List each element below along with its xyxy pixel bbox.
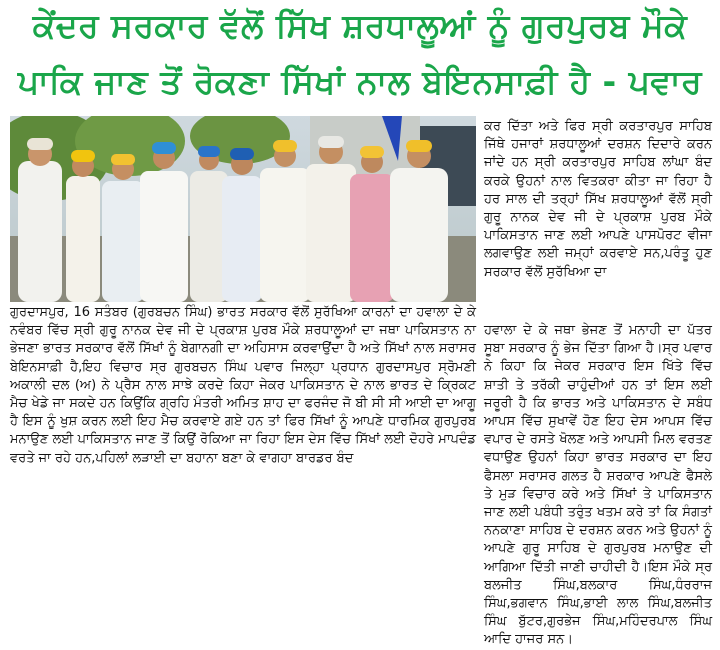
news-photo xyxy=(10,116,476,302)
headline-line-1: ਕੇਂਦਰ ਸਰਕਾਰ ਵੱਲੋਂ ਸਿੱਖ ਸ਼ਰਧਾਲੂਆਂ ਨੂੰ ਗੁਰਪੁਰਬ ਮੌਕੇ xyxy=(32,6,688,45)
headline-line-2: ਪਾਕਿ ਜਾਣ ਤੋਂ ਰੋਕਣਾ ਸਿੱਖਾਂ ਨਾਲ ਬੇਇਨਸਾਫ਼ੀ ਹੈ - ਪਵਾਰ xyxy=(17,62,703,101)
article-lead-paragraph: ਗੁਰਦਾਸਪੁਰ, 16 ਸਤੰਬਰ (ਗੁਰਬਚਨ ਸਿੰਘ) ਭਾਰਤ ਸਰਕਾਰ ਵੱਲੋਂ ਸੁਰੱਖਿਆ ਕਾਰਨਾਂ ਦਾ ਹਵਾਲਾ ਦੇ ਕੇ ਨਵੰਬਰ ਵਿੱਚ ਸ੍ਰੀ ਗੁਰੂ ਨਾਨਕ ਦੇਵ ਜੀ ਦੇ ਪ੍ਰਕਾਸ਼ ਪੁਰਬ ਮੌਕੇ ਸ਼ਰਧਾਲੂਆਂ ਦਾ ਜਥਾ ਪਾਕਿਸਤਾਨ ਨਾ ਭੇਜਣਾ ਭਾਰਤ ਸਰਕਾਰ ਵੱਲੋਂ ਸਿੱਖਾਂ ਨੂੰ ਬੇਗਾਨਗੀ ਦਾ ਅਹਿਸਾਸ ਕਰਵਾਉਂਦਾ ਹੈ ਅਤੇ ਸਿੱਖਾਂ ਨਾਲ ਸਰਾਸਰ ਬੇਇਨਸਾਫ਼ੀ ਹੈ,ਇਹ ਵਿਚਾਰ ਸ੍ਰ ਗੁਰਬਚਨ ਸਿੰਘ ਪਵਾਰ ਜਿਲ੍ਹਾ ਪ੍ਰਧਾਨ ਗੁਰਦਾਸਪੁਰ ਸ੍ਰੋਮਣੀ ਅਕਾਲੀ ਦਲ (ਅ) ਨੇ ਪ੍ਰੈਸ ਨਾਲ ਸਾਝੇ ਕਰਦੇ ਕਿਹਾ ਜੇਕਰ ਪਾਕਿਸਤਾਨ ਦੇ ਨਾਲ ਭਾਰਤ ਦੇ ਕ੍ਰਿਕਟ ਮੈਚ ਖੇਡੇ ਜਾ ਸਕਦੇ ਹਨ ਕਿਉਂਕਿ ਗ੍ਰਹਿ ਮੰਤਰੀ ਅਮਿਤ ਸ਼ਾਹ ਦਾ ਫਰਜੰਦ ਜੋ ਬੀ ਸੀ ਸੀ ਆਈ ਦਾ ਆਗੂ ਹੈ ਇਸ ਨੂੰ ਖੁਸ਼ ਕਰਨ ਲਈ ਇਹ ਮੈਚ ਕਰਵਾਏ ਗਏ ਹਨ ਤਾਂ ਫਿਰ ਸਿੱਖਾਂ ਨੂੰ ਆਪਣੇ ਧਾਰਮਿਕ ਗੁਰਪੁਰਬ ਮਨਾਉਣ ਲਈ ਪਾਕਿਸਤਾਨ ਜਾਣ ਤੋਂ ਕਿਉਂ ਰੋਕਿਆ ਜਾ ਰਿਹਾ ਇਸ ਦੇਸ ਵਿੱਚ ਸਿੱਖਾਂ ਲਈ ਦੋਹਰੇ ਮਾਪਦੰਡ ਵਰਤੇ ਜਾ ਰਹੇ ਹਨ,ਪਹਿਲਾਂ ਲੜਾਈ ਦਾ ਬਹਾਨਾ ਬਣਾ ਕੇ ਵਾਗਹਾ ਬਾਰਡਰ ਬੰਦ xyxy=(10,305,476,466)
article-paragraph: ਹਵਾਲਾ ਦੇ ਕੇ ਜਥਾ ਭੇਜਣ ਤੋਂ ਮਨਾਹੀ ਦਾ ਪੱਤਰ ਸੂਬਾ ਸਰਕਾਰ ਨੂੰ ਭੇਜ ਦਿੱਤਾ ਗਿਆ ਹੈ।ਸ੍ਰ ਪਵਾਰ ਨੇ ਕਿਹਾ ਕਿ ਜੇਕਰ ਸਰਕਾਰ ਇਸ ਖਿੱਤੇ ਵਿੱਚ ਸ਼ਾਤੀ ਤੇ ਤਰੱਕੀ ਚਾਹੁੰਦੀਆਂ ਹਨ ਤਾਂ ਇਸ ਲਈ ਜਰੂਰੀ ਹੈ ਕਿ ਭਾਰਤ ਅਤੇ ਪਾਕਿਸਤਾਨ ਦੇ ਸਬੰਧ ਆਪਸ ਵਿੱਚ ਸੁਖਾਵੇਂ ਹੋਣ ਇਹ ਦੇਸ ਆਪਸ ਵਿੱਚ ਵਪਾਰ ਦੇ ਰਸਤੇ ਖੋਲਣ ਅਤੇ ਆਪਸੀ ਮਿਲ ਵਰਤਣ ਵਧਾਉਣ ਉਹਨਾਂ ਕਿਹਾ ਭਾਰਤ ਸਰਕਾਰ ਦਾ ਇਹ ਫੈਸਲਾ ਸਰਾਸਰ ਗਲਤ ਹੈ ਸ਼ਰਕਾਰ ਆਪਣੇ ਫੈਸਲੇ ਤੇ ਮੁੜ ਵਿਚਾਰ ਕਰੇ ਅਤੇ ਸਿੱਖਾਂ ਤੇ ਪਾਕਿਸਤਾਨ ਜਾਣ ਲਈ ਪਬੰਧੀ ਤਰੁੰਤ ਖਤਮ ਕਰੇ ਤਾਂ ਕਿ ਸੰਗਤਾਂ ਨਨਕਾਣਾ ਸਾਹਿਬ ਦੇ ਦਰਸ਼ਨ ਕਰਨ ਅਤੇ ਉਹਨਾਂ ਨੂੰ ਆਪਣੇ ਗੁਰੂ ਸਾਹਿਬ ਦੇ ਗੁਰਪੁਰਬ ਮਨਾਉਣ ਦੀ ਆਗਿਆ ਦਿੱਤੀ ਜਾਣੀ ਚਾਹੀਦੀ ਹੈ।ਇਸ ਮੌਕੇ ਸ੍ਰ ਬਲਜੀਤ ਸਿੰਘ,ਬਲਕਾਰ ਸਿੰਘ,ਧੰਰਰਾਜ ਸਿੰਘ,ਭਗਵਾਨ ਸਿੰਘ,ਭਾਈ ਲਾਲ ਸਿੰਘ,ਬਲਜੀਤ ਸਿੰਘ ਬੁੱਟਰ,ਗੁਰਭੇਜ ਸਿੰਘ,ਮਹਿੰਦਰਪਾਲ ਸਿੰਘ ਆਦਿ ਹਾਜਰ ਸਨ। xyxy=(484,323,712,648)
article-paragraph: ਕਰ ਦਿੱਤਾ ਅਤੇ ਫਿਰ ਸ੍ਰੀ ਕਰਤਾਰਪੁਰ ਸਾਹਿਬ ਜਿੱਥੇ ਹਜਾਰਾਂ ਸ਼ਰਧਾਲੂਆਂ ਦਰਸ਼ਨ ਦਿਦਾਰੇ ਕਰਨ ਜਾਂਦੇ ਹਨ ਸ੍ਰੀ ਕਰਤਾਰਪੁਰ ਸਾਹਿਬ ਲਾਂਘਾ ਬੰਦ ਕਰਕੇ ਉਹਨਾਂ ਨਾਲ ਵਿਤਕਰਾ ਕੀਤਾ ਜਾ ਰਿਹਾ ਹੈ ਹਰ ਸਾਲ ਦੀ ਤਰ੍ਹਾਂ ਸਿੱਖ ਸ਼ਰਧਾਲੂਆਂ ਵੱਲੋਂ ਸ੍ਰੀ ਗੁਰੂ ਨਾਨਕ ਦੇਵ ਜੀ ਦੇ ਪ੍ਰਕਾਸ਼ ਪੁਰਬ ਮੌਕੇ ਪਾਕਿਸਤਾਨ ਜਾਣ ਲਈ ਆਪਣੇ ਪਾਸਪੋਰਟ ਵੀਜਾ ਲਗਵਾਉਣ ਲਈ ਜਮ੍ਹਾਂ ਕਰਵਾਏ ਸਨ,ਪਰੰਤੂ ਹੁਣ ਸਰਕਾਰ ਵੱਲੋਂ ਸੁਰੱਖਿਆ ਦਾ xyxy=(484,119,712,280)
article-column-left-bottom xyxy=(10,304,476,468)
group-photo-illustration xyxy=(10,116,476,302)
article-column-right-top xyxy=(484,118,712,282)
article-column-right-continued xyxy=(484,322,712,650)
